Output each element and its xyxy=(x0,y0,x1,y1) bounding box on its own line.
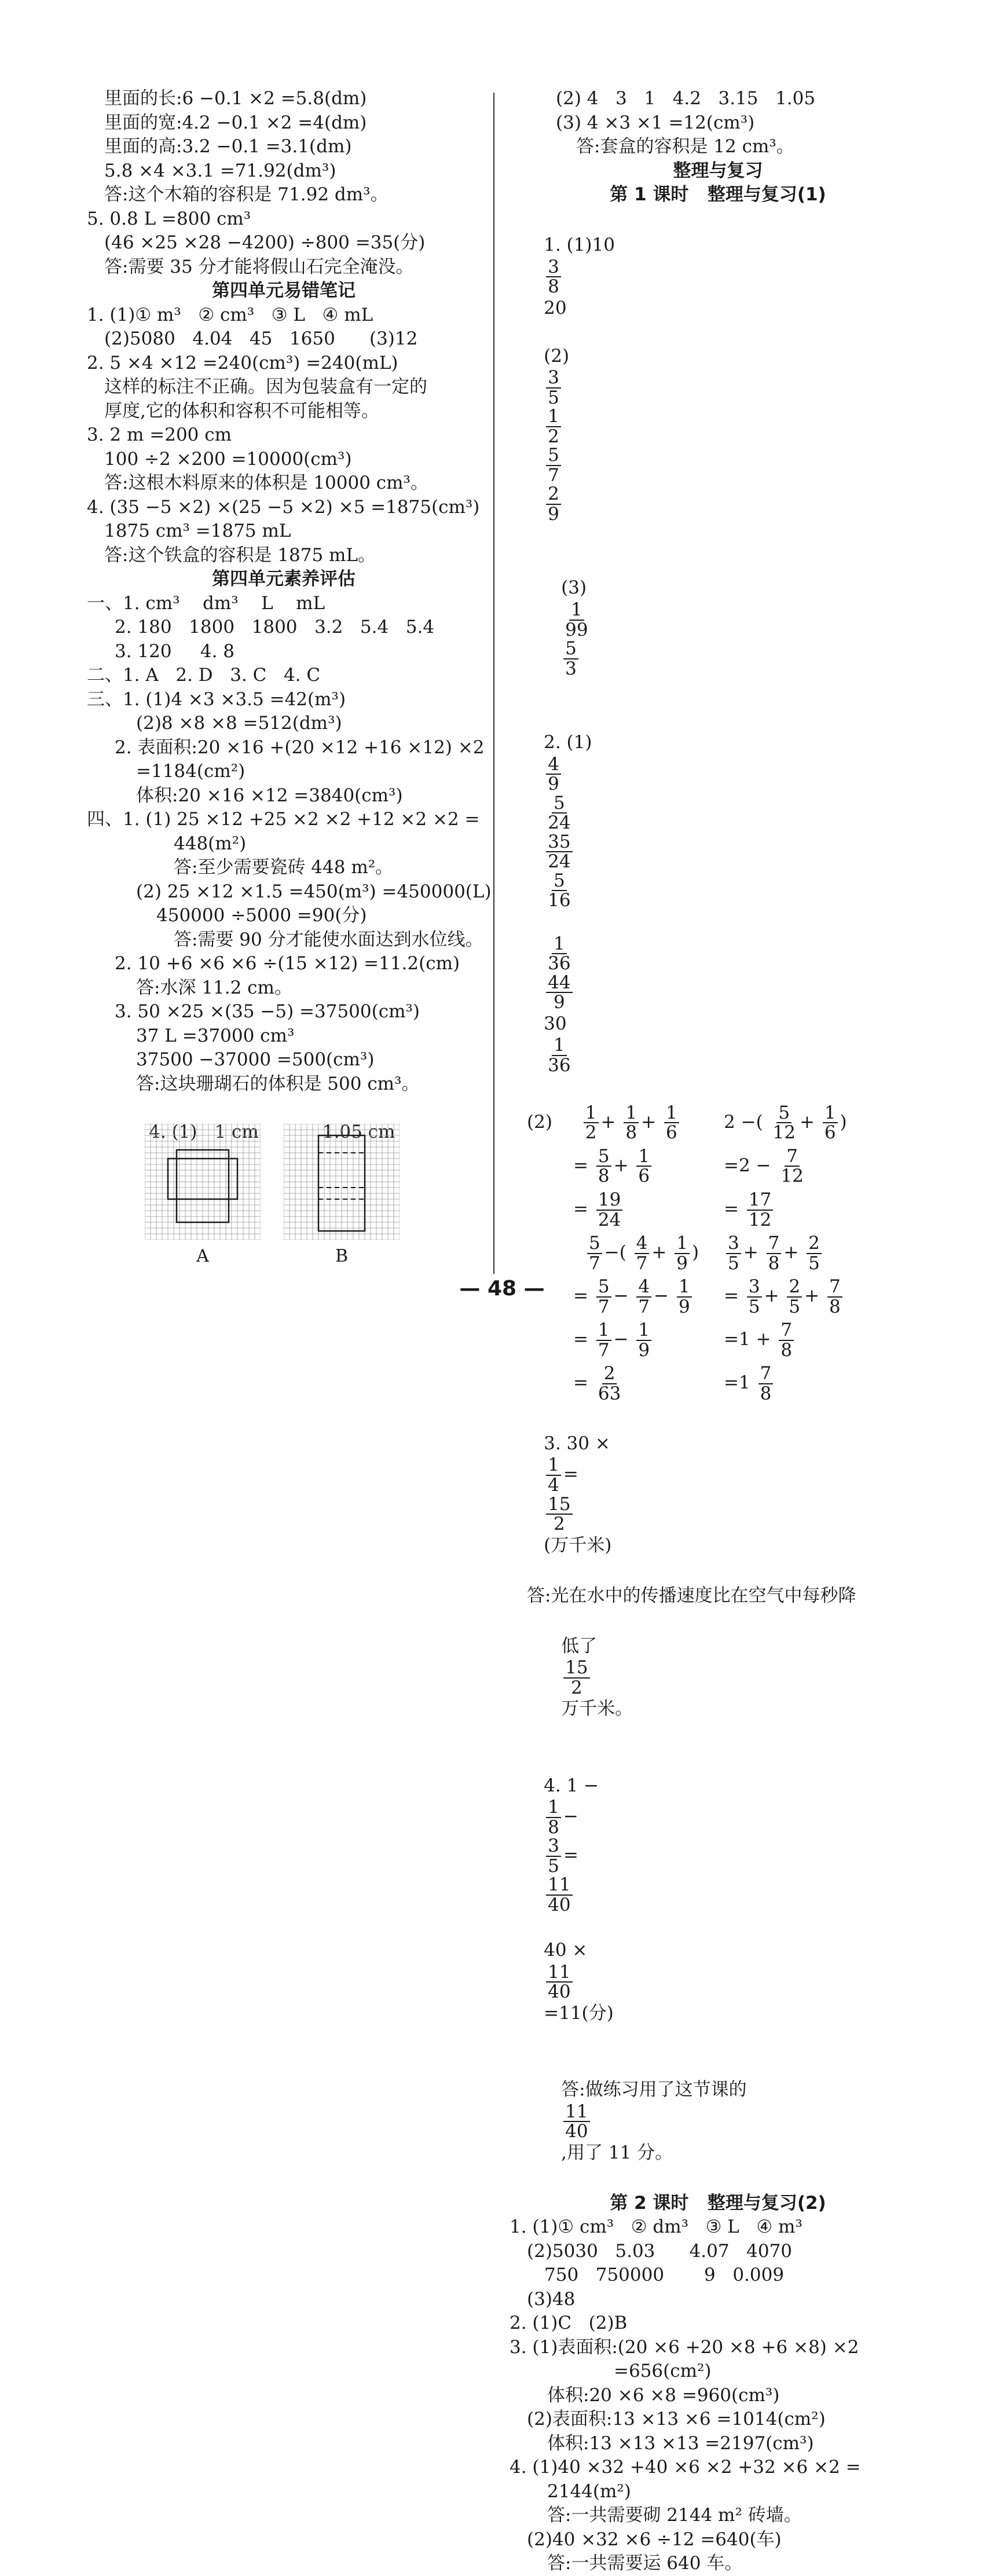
numerator: 35 xyxy=(546,833,572,853)
text-segment: (3) xyxy=(561,577,587,599)
text-segment: 4. 1 − xyxy=(544,1775,599,1796)
denominator: 40 xyxy=(548,1894,571,1915)
numerator: 1 xyxy=(552,1036,567,1056)
text-line: 体积:20 ×6 ×8 =960(cm³) xyxy=(547,2384,780,2406)
numerator: 2 xyxy=(807,1234,822,1254)
text-segment: ,用了 11 分。 xyxy=(561,2142,673,2163)
fraction xyxy=(759,1364,774,1403)
numerator: 3 xyxy=(726,1234,741,1254)
calc-left: $\frac{5}{7}$ −( $\frac{4}{7}$ + $\frac{1}{9}$ ) xyxy=(585,1234,724,1273)
fraction xyxy=(546,1036,572,1075)
text-segment: = xyxy=(573,1199,588,1220)
text-line: 答:水深 11.2 cm。 xyxy=(136,977,292,998)
denominator: 5 xyxy=(808,1252,820,1274)
text-line: (2) 4 3 1 4.2 3.15 1.05 xyxy=(556,88,816,109)
figure-a xyxy=(145,1121,261,1269)
fraction xyxy=(596,1190,622,1229)
text-line: 4. (1)40 ×32 +40 ×6 ×2 +32 ×6 ×2 = xyxy=(510,2457,861,2478)
numerator: 15 xyxy=(546,1495,572,1515)
text-line: 4. (35 −5 ×2) ×(25 −5 ×2) ×5 =1875(cm³) xyxy=(87,496,480,518)
denominator: 7 xyxy=(598,1296,610,1317)
denominator: 7 xyxy=(589,1252,600,1274)
fraction xyxy=(563,600,589,639)
fraction xyxy=(596,1147,611,1186)
text-line: 答:这根木料原来的体积是 10000 cm³。 xyxy=(104,472,428,493)
text-line: 1. (1)① cm³ ② dm³ ③ L ④ m³ xyxy=(510,2216,803,2238)
calc-row xyxy=(510,1101,926,1145)
grid-figure-b xyxy=(284,1121,400,1240)
figure-label-a: A xyxy=(196,1245,209,1266)
text-line: 5.8 ×4 ×3.1 =71.92(dm³) xyxy=(104,160,336,181)
denominator: 12 xyxy=(772,1122,796,1144)
text-segment: (2) xyxy=(544,345,570,367)
denominator: 7 xyxy=(548,464,559,486)
denominator: 9 xyxy=(553,992,565,1013)
denominator: 2 xyxy=(553,1514,565,1535)
numerator: 1 xyxy=(546,1798,561,1818)
text-line: 2. (1)C (2)B xyxy=(510,2313,628,2334)
figure-b xyxy=(284,1121,400,1269)
fraction xyxy=(546,755,561,794)
fraction xyxy=(563,1658,589,1697)
text-line: 1875 cm³ =1875 mL xyxy=(104,521,291,541)
fraction xyxy=(546,258,561,296)
denominator: 36 xyxy=(548,1054,571,1076)
numerator: 7 xyxy=(779,1321,794,1341)
denominator: 99 xyxy=(565,619,588,640)
numerator: 5 xyxy=(552,794,567,814)
numerator: 5 xyxy=(596,1147,611,1167)
denominator: 5 xyxy=(548,387,559,408)
fraction xyxy=(546,1963,572,2002)
text-line: 2. 180 1800 1800 3.2 5.4 5.4 xyxy=(115,617,435,637)
text-line: 一、1. cm³ dm³ L mL xyxy=(87,592,325,614)
denominator: 9 xyxy=(638,1339,650,1361)
fraction xyxy=(771,1104,797,1142)
numerator: 11 xyxy=(563,2102,589,2123)
text-line: 3. 50 ×25 ×(35 −5) =37500(cm³) xyxy=(115,1001,420,1022)
denominator: 5 xyxy=(548,1855,559,1877)
net-figures xyxy=(145,1121,481,1269)
numerator: 7 xyxy=(767,1234,782,1254)
text-line: 37 L =37000 cm³ xyxy=(136,1025,295,1046)
text-segment: =2 − xyxy=(724,1155,771,1176)
calc-right xyxy=(724,1147,808,1186)
column-divider xyxy=(493,93,494,1274)
text-line: 2. 5 ×4 ×12 =240(cm³) =240(mL) xyxy=(87,352,398,373)
text-segment: 40 × xyxy=(544,1940,588,1961)
grid-figure-a xyxy=(145,1121,261,1240)
text-segment: =1 xyxy=(724,1372,750,1394)
denominator: 24 xyxy=(548,851,571,873)
text-line: 答:一共需要运 640 车。 xyxy=(547,2553,743,2574)
denominator: 2 xyxy=(548,426,559,447)
calc-right xyxy=(724,1190,775,1229)
section-heading: 第四单元易错笔记 xyxy=(212,280,356,301)
fraction xyxy=(675,1234,690,1273)
denominator: 6 xyxy=(638,1166,650,1187)
answer-line xyxy=(510,2052,926,2192)
numerator: 5 xyxy=(563,639,578,659)
fraction xyxy=(596,1321,611,1360)
fraction xyxy=(747,1190,773,1229)
fraction xyxy=(807,1234,822,1273)
text-line: 3. 120 4. 8 xyxy=(115,640,235,662)
numerator: 5 xyxy=(596,1277,611,1298)
calc-row xyxy=(510,1362,926,1405)
text-line: 这样的标注不正确。因为包装盒有一定的 xyxy=(104,376,427,397)
fraction xyxy=(596,1364,622,1403)
text-line: 答:套盒的容积是 12 cm³。 xyxy=(576,136,794,157)
text-line: 答:光在水中的传播速度比在空气中每秒降 xyxy=(527,1585,856,1606)
fraction xyxy=(546,1456,561,1494)
text-line: 二、1. A 2. D 3. C 4. C xyxy=(87,665,321,686)
left-column xyxy=(87,87,492,1268)
fraction xyxy=(636,1147,651,1186)
fraction xyxy=(584,1104,599,1142)
numerator: 4 xyxy=(546,755,561,775)
text-line: 里面的长:6 −0.1 ×2 =5.8(dm) xyxy=(104,88,367,109)
denominator: 2 xyxy=(585,1122,597,1144)
section-heading: 第 1 课时 整理与复习(1) xyxy=(610,184,826,205)
denominator: 4 xyxy=(548,1475,559,1496)
text-line: 答:需要 90 分才能使水面达到水位线。 xyxy=(174,929,483,950)
text-line: 体积:20 ×16 ×12 =3840(cm³) xyxy=(136,785,403,806)
numerator: 3 xyxy=(546,368,561,389)
fraction xyxy=(546,1837,561,1875)
answer-line: 4. 1 − $\frac{1}{8}$ − $\frac{3}{5}$ = $\frac{11}{40}$ 40 × $\frac{11}{40}$ =11(分) xyxy=(544,1775,614,2024)
numerator: 15 xyxy=(563,1658,589,1679)
numerator: 1 xyxy=(677,1277,692,1298)
numerator: 19 xyxy=(596,1190,622,1211)
scale-label-a: 1 cm xyxy=(214,1121,259,1142)
text-segment: = xyxy=(573,1329,588,1350)
text-line: 四、1. (1) 25 ×12 +25 ×2 ×2 +12 ×2 ×2 = xyxy=(87,809,480,830)
numerator: 1 xyxy=(552,935,567,955)
numerator: 7 xyxy=(827,1277,842,1298)
text-line: 750 750000 9 0.009 xyxy=(544,2264,785,2286)
calc-right xyxy=(724,1321,796,1360)
denominator: 24 xyxy=(598,1209,621,1230)
text-segment: 3. 30 × xyxy=(544,1432,610,1454)
fraction xyxy=(563,639,578,678)
text-line: (3)48 xyxy=(527,2288,576,2310)
fraction xyxy=(546,935,572,973)
numerator: 1 xyxy=(596,1321,611,1341)
answer-line xyxy=(510,705,926,1101)
text-line: (3) 4 ×3 ×1 =12(cm³) xyxy=(556,112,755,133)
numerator: 11 xyxy=(546,1875,572,1896)
numerator: 1 xyxy=(584,1104,599,1124)
text-line: 3. (1)表面积:(20 ×6 +20 ×8 +6 ×8) ×2 xyxy=(510,2336,859,2358)
numerator: 1 xyxy=(636,1147,651,1167)
calc-left: = $\frac{5}{8}$ + $\frac{1}{6}$ xyxy=(573,1147,724,1186)
denominator: 36 xyxy=(548,953,571,974)
text-line: 2. 10 +6 ×6 ×6 ÷(15 ×12) =11.2(cm) xyxy=(115,953,460,974)
denominator: 2 xyxy=(570,1677,582,1698)
denominator: 12 xyxy=(748,1209,772,1230)
numerator: 7 xyxy=(785,1147,800,1167)
text-line: (2)40 ×32 ×6 ÷12 =640(车) xyxy=(527,2529,782,2550)
text-line: (46 ×25 ×28 −4200) ÷800 =35(分) xyxy=(104,232,426,253)
calc-left xyxy=(573,1190,724,1229)
text-line: 三、1. (1)4 ×3 ×3.5 =42(m³) xyxy=(87,688,346,710)
denominator: 8 xyxy=(625,1122,637,1144)
numerator: 1 xyxy=(624,1104,639,1124)
fraction xyxy=(779,1147,805,1186)
denominator: 12 xyxy=(781,1166,804,1187)
calc-left: = $\frac{5}{7}$ − $\frac{4}{7}$ − $\frac{1}{9}$ xyxy=(573,1277,724,1316)
denominator: 8 xyxy=(548,1816,559,1838)
answer-line xyxy=(510,207,926,550)
text-line: (2)5080 4.04 45 1650 (3)12 xyxy=(104,328,418,349)
fraction xyxy=(664,1104,679,1142)
denominator: 9 xyxy=(548,774,559,795)
fraction xyxy=(587,1234,602,1273)
text-line: 里面的高:3.2 −0.1 =3.1(dm) xyxy=(104,136,352,157)
fraction xyxy=(726,1234,741,1273)
calc-right: = $\frac{3}{5}$ + $\frac{2}{5}$ + $\frac{7}{8}$ xyxy=(724,1277,845,1316)
numerator: 3 xyxy=(747,1277,762,1298)
page-number: — 48 — xyxy=(459,1277,545,1300)
text-line: 里面的宽:4.2 −0.1 ×2 =4(dm) xyxy=(104,112,367,133)
calc-left: = $\frac{1}{7}$ − $\frac{1}{9}$ xyxy=(573,1321,724,1360)
denominator: 7 xyxy=(636,1252,648,1274)
denominator: 8 xyxy=(829,1296,841,1317)
numerator: 1 xyxy=(675,1234,690,1254)
text-segment: (万千米) xyxy=(544,1534,612,1556)
text-line: (2)8 ×8 ×8 =512(dm³) xyxy=(136,713,342,734)
text-line: 448(m²) xyxy=(174,833,247,854)
numerator: 2 xyxy=(546,485,561,505)
numerator: 11 xyxy=(546,1963,572,1983)
fraction xyxy=(546,485,561,523)
fraction xyxy=(546,871,572,910)
text-line: 3. 2 m =200 cm xyxy=(87,424,232,445)
fraction xyxy=(563,2102,589,2141)
text-segment: 答:做练习用了这节课的 xyxy=(561,2079,747,2101)
denominator: 8 xyxy=(760,1383,772,1404)
denominator: 40 xyxy=(548,1981,571,2003)
fraction xyxy=(546,1875,572,1914)
numerator: 5 xyxy=(552,871,567,892)
calc-left xyxy=(573,1364,724,1403)
fraction xyxy=(546,833,572,871)
text-line: 450000 ÷5000 =90(分) xyxy=(156,905,367,926)
calc-row xyxy=(510,1145,926,1188)
denominator: 40 xyxy=(565,2121,588,2142)
fraction xyxy=(546,1798,561,1837)
text-line xyxy=(87,1096,481,1142)
text-segment: 1. (1)10 xyxy=(544,234,615,255)
answer-line xyxy=(510,1608,926,1747)
fraction xyxy=(779,1321,794,1360)
numerator: 4 xyxy=(636,1277,651,1298)
text-segment: 30 xyxy=(544,1013,567,1034)
denominator: 16 xyxy=(548,890,571,911)
text-line: 答:一共需要砌 2144 m² 砖墙。 xyxy=(547,2505,802,2526)
calc-left: (2) $\frac{1}{2}$ + $\frac{1}{8}$ + $\frac{1}{6}$ xyxy=(527,1104,724,1142)
text-line: 1. (1)① m³ ② cm³ ③ L ④ mL xyxy=(87,304,373,325)
fraction xyxy=(546,1495,572,1534)
numerator: 5 xyxy=(776,1104,792,1124)
text-segment: 低了 xyxy=(561,1635,598,1657)
text-segment: (2) xyxy=(527,1111,552,1133)
numerator: 1 xyxy=(664,1104,679,1124)
denominator: 8 xyxy=(781,1339,793,1361)
fraction xyxy=(546,407,561,446)
calc-right xyxy=(724,1364,775,1403)
text-line: 答:需要 35 分才能将假山石完全淹没。 xyxy=(104,256,414,277)
fraction xyxy=(546,973,572,1012)
scale-label-b: 1.05 cm xyxy=(322,1121,395,1142)
numerator: 1 xyxy=(546,407,561,427)
denominator: 5 xyxy=(789,1296,801,1317)
denominator: 9 xyxy=(679,1296,690,1317)
text-line: 100 ÷2 ×200 =10000(cm³) xyxy=(104,448,352,470)
fraction xyxy=(546,368,561,407)
calc-right: 2 −( $\frac{5}{12}$ + $\frac{1}{6}$ ) xyxy=(724,1102,847,1144)
text-line: 答:至少需要瓷砖 448 m²。 xyxy=(174,857,394,878)
text-line: 答:这个铁盒的容积是 1875 mL。 xyxy=(104,544,376,566)
text-line: 体积:13 ×13 ×13 =2197(cm³) xyxy=(547,2432,814,2454)
text-line: 厚度,它的体积和容积不可能相等。 xyxy=(104,400,379,422)
right-column xyxy=(510,87,926,2576)
numerator: 5 xyxy=(587,1234,602,1254)
denominator: 7 xyxy=(638,1296,650,1317)
text-segment: =11(分) xyxy=(544,2002,614,2024)
denominator: 7 xyxy=(598,1339,610,1361)
calc-row xyxy=(510,1318,926,1362)
text-line: 答:这个木箱的容积是 71.92 dm³。 xyxy=(104,184,389,205)
numerator: 2 xyxy=(602,1364,617,1384)
numerator: 17 xyxy=(747,1190,773,1211)
answer-line xyxy=(510,550,926,705)
denominator: 24 xyxy=(548,812,571,834)
fraction xyxy=(767,1234,782,1273)
text-line: (2)表面积:13 ×13 ×6 =1014(cm²) xyxy=(527,2409,826,2430)
text-line: 5. 0.8 L =800 cm³ xyxy=(87,208,251,229)
text-line: =1184(cm²) xyxy=(136,761,245,782)
text-line: (2) 25 ×12 ×1.5 =450(m³) =450000(L) xyxy=(136,881,492,902)
text-line: 2. 表面积:20 ×16 +(20 ×12 +16 ×12) ×2 xyxy=(115,736,485,758)
numerator: 4 xyxy=(635,1234,650,1254)
calc-row xyxy=(510,1232,926,1275)
denominator: 6 xyxy=(824,1122,836,1144)
denominator: 6 xyxy=(665,1122,677,1144)
denominator: 8 xyxy=(598,1166,610,1187)
text-segment: 万千米。 xyxy=(561,1698,633,1720)
numerator: 2 xyxy=(787,1277,802,1298)
denominator: 9 xyxy=(548,503,559,525)
fraction xyxy=(635,1234,650,1273)
section-heading: 第四单元素养评估 xyxy=(212,569,356,589)
question-number: 4. (1) xyxy=(149,1121,197,1142)
answer-line: 3. 30 × $\frac{1}{4}$ = $\frac{15}{2}$ (万千米) xyxy=(544,1432,612,1556)
text-line: =656(cm²) xyxy=(614,2361,712,2382)
numerator: 3 xyxy=(546,1837,561,1857)
fraction xyxy=(823,1104,838,1142)
numerator: 1 xyxy=(546,1456,561,1476)
numerator: 5 xyxy=(546,446,561,466)
numerator: 44 xyxy=(546,973,572,994)
denominator: 5 xyxy=(748,1296,760,1317)
denominator: 8 xyxy=(548,276,559,298)
text-segment: 2. (1) xyxy=(544,732,592,753)
fraction xyxy=(546,794,572,833)
text-segment: = xyxy=(573,1372,588,1394)
fraction xyxy=(546,446,561,485)
denominator: 5 xyxy=(728,1252,739,1274)
denominator: 63 xyxy=(598,1383,621,1404)
denominator: 8 xyxy=(768,1252,780,1274)
grid-lines xyxy=(284,1121,400,1240)
text-segment: = xyxy=(573,1155,588,1176)
text-segment: 2 − xyxy=(724,1111,756,1133)
text-segment: 20 xyxy=(544,297,567,318)
fraction xyxy=(624,1104,639,1142)
text-segment: =1 + xyxy=(724,1329,771,1350)
numerator: 1 xyxy=(636,1321,651,1341)
text-line: 2144(m²) xyxy=(547,2480,631,2502)
calc-row xyxy=(510,1188,926,1232)
text-segment: = xyxy=(724,1199,739,1220)
numerator: 1 xyxy=(569,600,584,621)
calc-right: $\frac{3}{5}$ + $\frac{7}{8}$ + $\frac{2}{5}$ xyxy=(724,1234,824,1273)
numerator: 3 xyxy=(546,258,561,278)
figure-label-b: B xyxy=(335,1245,349,1266)
text-line: 37500 −37000 =500(cm³) xyxy=(136,1049,375,1070)
numerator: 1 xyxy=(823,1104,838,1124)
section-heading: 第 2 课时 整理与复习(2) xyxy=(610,2192,826,2214)
section-heading: 整理与复习 xyxy=(673,160,763,181)
text-line: (2)5030 5.03 4.07 4070 xyxy=(527,2240,792,2262)
text-line: 答:这块珊瑚石的体积是 500 cm³。 xyxy=(136,1073,420,1094)
denominator: 3 xyxy=(565,658,577,679)
numerator: 7 xyxy=(759,1364,774,1384)
fraction xyxy=(636,1321,651,1360)
text-segment: = xyxy=(724,1285,739,1307)
text-segment: = xyxy=(573,1285,588,1307)
denominator: 9 xyxy=(676,1252,688,1274)
